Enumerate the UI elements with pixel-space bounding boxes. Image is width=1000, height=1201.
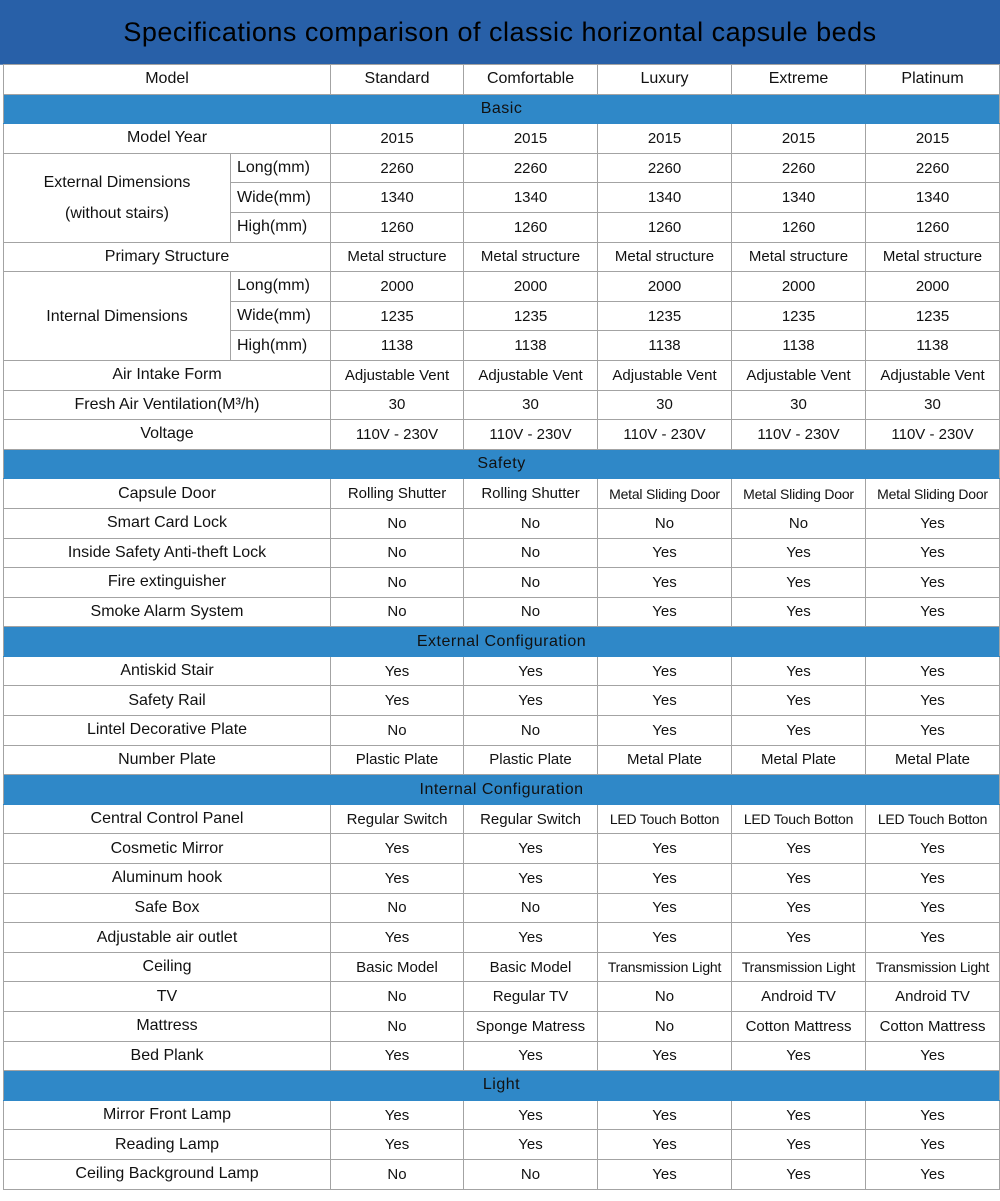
section-row: [4, 627, 1000, 657]
cell-standard: No: [331, 716, 464, 746]
section-row: [4, 94, 1000, 124]
cell-luxury: 110V - 230V: [598, 420, 732, 450]
row-label-number-plate: Number Plate: [4, 745, 331, 775]
cell-luxury: Yes: [598, 1130, 732, 1160]
table-row: [4, 390, 1000, 420]
cell-standard: Metal structure: [331, 242, 464, 272]
cell-standard: 1235: [331, 301, 464, 331]
cell-luxury: Yes: [598, 1100, 732, 1130]
cell-comfortable: No: [464, 568, 598, 598]
cell-standard: Rolling Shutter: [331, 479, 464, 509]
cell-comfortable: Yes: [464, 1041, 598, 1071]
cell-platinum: Yes: [866, 834, 1000, 864]
row-label-smart-card-lock: Smart Card Lock: [4, 508, 331, 538]
row-label-capsule-door: Capsule Door: [4, 479, 331, 509]
cell-extreme: 2015: [732, 124, 866, 154]
table-row: [4, 893, 1000, 923]
table-row: [4, 538, 1000, 568]
cell-extreme: Yes: [732, 1130, 866, 1160]
cell-luxury: Yes: [598, 864, 732, 894]
table-row: [4, 508, 1000, 538]
table-row: [4, 982, 1000, 1012]
cell-standard: 1260: [331, 212, 464, 242]
cell-luxury: 2260: [598, 153, 732, 183]
cell-platinum: 2260: [866, 153, 1000, 183]
page-title: Specifications comparison of classic horizontal capsule beds: [0, 0, 1000, 65]
cell-platinum: Cotton Mattress: [866, 1012, 1000, 1042]
cell-standard: 2000: [331, 272, 464, 302]
sub-label: Long(mm): [231, 272, 331, 302]
sub-label: Wide(mm): [231, 183, 331, 213]
cell-luxury: Yes: [598, 716, 732, 746]
cell-luxury: Yes: [598, 893, 732, 923]
cell-luxury: Transmission Light: [598, 952, 732, 982]
table-row: [4, 804, 1000, 834]
cell-standard: Adjustable Vent: [331, 360, 464, 390]
cell-extreme: Yes: [732, 893, 866, 923]
section-heading-basic: Basic: [4, 94, 1000, 124]
cell-standard: No: [331, 597, 464, 627]
row-label-air-intake-form: Air Intake Form: [4, 360, 331, 390]
cell-luxury: Metal Sliding Door: [598, 479, 732, 509]
cell-platinum: Yes: [866, 923, 1000, 953]
cell-extreme: Transmission Light: [732, 952, 866, 982]
cell-standard: Yes: [331, 1041, 464, 1071]
table-row: [4, 1041, 1000, 1071]
cell-platinum: 1235: [866, 301, 1000, 331]
cell-comfortable: Yes: [464, 686, 598, 716]
cell-comfortable: Rolling Shutter: [464, 479, 598, 509]
cell-comfortable: 30: [464, 390, 598, 420]
header-model-extreme: Extreme: [732, 65, 866, 95]
cell-luxury: Yes: [598, 656, 732, 686]
table-row: [4, 923, 1000, 953]
cell-luxury: LED Touch Botton: [598, 804, 732, 834]
row-label-fire-extinguisher: Fire extinguisher: [4, 568, 331, 598]
cell-luxury: 1340: [598, 183, 732, 213]
cell-luxury: Yes: [598, 1041, 732, 1071]
cell-comfortable: Sponge Matress: [464, 1012, 598, 1042]
cell-standard: 1138: [331, 331, 464, 361]
cell-extreme: LED Touch Botton: [732, 804, 866, 834]
cell-standard: 30: [331, 390, 464, 420]
cell-extreme: Yes: [732, 568, 866, 598]
cell-luxury: 1235: [598, 301, 732, 331]
cell-standard: No: [331, 568, 464, 598]
cell-comfortable: No: [464, 716, 598, 746]
table-row: [4, 360, 1000, 390]
table-row: [4, 479, 1000, 509]
cell-luxury: 1260: [598, 212, 732, 242]
table-row: [4, 272, 1000, 302]
cell-extreme: Yes: [732, 597, 866, 627]
cell-extreme: Metal Sliding Door: [732, 479, 866, 509]
cell-luxury: Yes: [598, 538, 732, 568]
cell-extreme: 1138: [732, 331, 866, 361]
group-label-external-dimensions-without-stairs: [4, 153, 231, 242]
cell-luxury: No: [598, 508, 732, 538]
cell-standard: Yes: [331, 834, 464, 864]
cell-comfortable: Yes: [464, 656, 598, 686]
table-row: [4, 597, 1000, 627]
cell-platinum: Metal Sliding Door: [866, 479, 1000, 509]
cell-comfortable: Metal structure: [464, 242, 598, 272]
group-label-line: Internal Dimensions: [46, 307, 188, 325]
cell-platinum: 1260: [866, 212, 1000, 242]
group-label-line: (without stairs): [64, 204, 170, 222]
cell-standard: No: [331, 893, 464, 923]
cell-platinum: Transmission Light: [866, 952, 1000, 982]
table-row: [4, 716, 1000, 746]
cell-luxury: Yes: [598, 1159, 732, 1189]
cell-extreme: 1235: [732, 301, 866, 331]
cell-luxury: Yes: [598, 923, 732, 953]
cell-extreme: 2000: [732, 272, 866, 302]
cell-luxury: Metal structure: [598, 242, 732, 272]
cell-standard: Plastic Plate: [331, 745, 464, 775]
cell-extreme: Yes: [732, 864, 866, 894]
table-row: [4, 242, 1000, 272]
cell-platinum: Adjustable Vent: [866, 360, 1000, 390]
row-label-fresh-air-ventilation-m-h: Fresh Air Ventilation(M³/h): [4, 390, 331, 420]
group-label-line: External Dimensions: [43, 173, 191, 191]
cell-luxury: No: [598, 982, 732, 1012]
row-label-voltage: Voltage: [4, 420, 331, 450]
row-label-central-control-panel: Central Control Panel: [4, 804, 331, 834]
cell-comfortable: 2260: [464, 153, 598, 183]
sub-label: High(mm): [231, 331, 331, 361]
cell-platinum: 30: [866, 390, 1000, 420]
header-model-comfortable: Comfortable: [464, 65, 598, 95]
section-row: [4, 449, 1000, 479]
cell-extreme: Adjustable Vent: [732, 360, 866, 390]
cell-platinum: Yes: [866, 568, 1000, 598]
cell-comfortable: No: [464, 508, 598, 538]
cell-standard: 2260: [331, 153, 464, 183]
cell-platinum: 2000: [866, 272, 1000, 302]
cell-platinum: Yes: [866, 864, 1000, 894]
cell-standard: Basic Model: [331, 952, 464, 982]
cell-standard: 2015: [331, 124, 464, 154]
row-label-cosmetic-mirror: Cosmetic Mirror: [4, 834, 331, 864]
cell-comfortable: No: [464, 538, 598, 568]
cell-luxury: Yes: [598, 568, 732, 598]
cell-platinum: Android TV: [866, 982, 1000, 1012]
cell-comfortable: No: [464, 1159, 598, 1189]
table-row: [4, 686, 1000, 716]
row-label-smoke-alarm-system: Smoke Alarm System: [4, 597, 331, 627]
cell-comfortable: 2015: [464, 124, 598, 154]
cell-comfortable: Yes: [464, 923, 598, 953]
section-row: [4, 775, 1000, 805]
cell-comfortable: 2000: [464, 272, 598, 302]
sub-label: Wide(mm): [231, 301, 331, 331]
cell-platinum: Yes: [866, 597, 1000, 627]
cell-comfortable: Adjustable Vent: [464, 360, 598, 390]
cell-extreme: Yes: [732, 716, 866, 746]
cell-platinum: 2015: [866, 124, 1000, 154]
row-label-reading-lamp: Reading Lamp: [4, 1130, 331, 1160]
cell-luxury: 1138: [598, 331, 732, 361]
cell-standard: Yes: [331, 864, 464, 894]
cell-platinum: 1138: [866, 331, 1000, 361]
row-label-inside-safety-anti-theft-lock: Inside Safety Anti-theft Lock: [4, 538, 331, 568]
cell-comfortable: 1260: [464, 212, 598, 242]
cell-comfortable: 1340: [464, 183, 598, 213]
cell-luxury: No: [598, 1012, 732, 1042]
cell-extreme: 1260: [732, 212, 866, 242]
cell-extreme: Yes: [732, 1159, 866, 1189]
cell-extreme: 1340: [732, 183, 866, 213]
cell-extreme: Yes: [732, 1100, 866, 1130]
cell-luxury: 2000: [598, 272, 732, 302]
row-label-primary-structure: Primary Structure: [4, 242, 331, 272]
section-heading-light: Light: [4, 1071, 1000, 1101]
header-model-label: Model: [4, 65, 331, 95]
cell-comfortable: Yes: [464, 1130, 598, 1160]
row-label-bed-plank: Bed Plank: [4, 1041, 331, 1071]
row-label-aluminum-hook: Aluminum hook: [4, 864, 331, 894]
cell-standard: 110V - 230V: [331, 420, 464, 450]
table-row: [4, 124, 1000, 154]
table-row: [4, 864, 1000, 894]
cell-platinum: Yes: [866, 1159, 1000, 1189]
cell-standard: Regular Switch: [331, 804, 464, 834]
section-heading-internal-configuration: Internal Configuration: [4, 775, 1000, 805]
cell-extreme: 2260: [732, 153, 866, 183]
row-label-ceiling-background-lamp: Ceiling Background Lamp: [4, 1159, 331, 1189]
cell-comfortable: 1235: [464, 301, 598, 331]
cell-standard: No: [331, 982, 464, 1012]
cell-extreme: Cotton Mattress: [732, 1012, 866, 1042]
cell-comfortable: 110V - 230V: [464, 420, 598, 450]
table-row: [4, 834, 1000, 864]
cell-extreme: Yes: [732, 923, 866, 953]
cell-platinum: 1340: [866, 183, 1000, 213]
row-label-mattress: Mattress: [4, 1012, 331, 1042]
cell-standard: 1340: [331, 183, 464, 213]
cell-luxury: Metal Plate: [598, 745, 732, 775]
cell-comfortable: 1138: [464, 331, 598, 361]
cell-comfortable: Plastic Plate: [464, 745, 598, 775]
row-label-model-year: Model Year: [4, 124, 331, 154]
section-heading-external-configuration: External Configuration: [4, 627, 1000, 657]
cell-platinum: 110V - 230V: [866, 420, 1000, 450]
cell-platinum: Metal structure: [866, 242, 1000, 272]
section-heading-safety: Safety: [4, 449, 1000, 479]
row-label-adjustable-air-outlet: Adjustable air outlet: [4, 923, 331, 953]
header-row: [4, 65, 1000, 95]
table-row: [4, 1159, 1000, 1189]
cell-comfortable: No: [464, 893, 598, 923]
cell-extreme: Metal structure: [732, 242, 866, 272]
cell-comfortable: Yes: [464, 834, 598, 864]
table-row: [4, 420, 1000, 450]
section-row: [4, 1071, 1000, 1101]
cell-extreme: 110V - 230V: [732, 420, 866, 450]
cell-comfortable: Basic Model: [464, 952, 598, 982]
table-row: [4, 153, 1000, 183]
cell-luxury: Yes: [598, 686, 732, 716]
cell-platinum: Yes: [866, 716, 1000, 746]
spec-comparison-table: [3, 64, 1000, 1190]
header-model-platinum: Platinum: [866, 65, 1000, 95]
cell-extreme: Metal Plate: [732, 745, 866, 775]
cell-standard: No: [331, 1012, 464, 1042]
table-row: [4, 1012, 1000, 1042]
row-label-safe-box: Safe Box: [4, 893, 331, 923]
cell-platinum: Metal Plate: [866, 745, 1000, 775]
cell-luxury: Adjustable Vent: [598, 360, 732, 390]
cell-platinum: Yes: [866, 538, 1000, 568]
cell-extreme: Yes: [732, 686, 866, 716]
header-model-standard: Standard: [331, 65, 464, 95]
cell-standard: No: [331, 1159, 464, 1189]
row-label-tv: TV: [4, 982, 331, 1012]
sub-label: Long(mm): [231, 153, 331, 183]
cell-platinum: Yes: [866, 1100, 1000, 1130]
row-label-lintel-decorative-plate: Lintel Decorative Plate: [4, 716, 331, 746]
cell-extreme: Yes: [732, 834, 866, 864]
cell-standard: No: [331, 538, 464, 568]
cell-standard: Yes: [331, 1130, 464, 1160]
cell-extreme: Yes: [732, 1041, 866, 1071]
sub-label: High(mm): [231, 212, 331, 242]
cell-platinum: Yes: [866, 893, 1000, 923]
cell-luxury: 30: [598, 390, 732, 420]
table-row: [4, 568, 1000, 598]
cell-extreme: Yes: [732, 656, 866, 686]
cell-platinum: Yes: [866, 1130, 1000, 1160]
cell-platinum: Yes: [866, 1041, 1000, 1071]
cell-extreme: 30: [732, 390, 866, 420]
table-row: [4, 1100, 1000, 1130]
cell-standard: Yes: [331, 923, 464, 953]
cell-platinum: Yes: [866, 686, 1000, 716]
cell-luxury: 2015: [598, 124, 732, 154]
cell-standard: No: [331, 508, 464, 538]
table-row: [4, 745, 1000, 775]
cell-luxury: Yes: [598, 597, 732, 627]
cell-standard: Yes: [331, 656, 464, 686]
cell-platinum: Yes: [866, 508, 1000, 538]
group-label-internal-dimensions: [4, 272, 231, 361]
cell-standard: Yes: [331, 1100, 464, 1130]
table-row: [4, 952, 1000, 982]
header-model-luxury: Luxury: [598, 65, 732, 95]
table-row: [4, 656, 1000, 686]
cell-extreme: Android TV: [732, 982, 866, 1012]
cell-comfortable: No: [464, 597, 598, 627]
row-label-safety-rail: Safety Rail: [4, 686, 331, 716]
cell-platinum: LED Touch Botton: [866, 804, 1000, 834]
table-row: [4, 1130, 1000, 1160]
cell-standard: Yes: [331, 686, 464, 716]
cell-extreme: Yes: [732, 538, 866, 568]
cell-comfortable: Regular TV: [464, 982, 598, 1012]
cell-comfortable: Regular Switch: [464, 804, 598, 834]
cell-comfortable: Yes: [464, 864, 598, 894]
row-label-mirror-front-lamp: Mirror Front Lamp: [4, 1100, 331, 1130]
row-label-ceiling: Ceiling: [4, 952, 331, 982]
cell-extreme: No: [732, 508, 866, 538]
row-label-antiskid-stair: Antiskid Stair: [4, 656, 331, 686]
cell-comfortable: Yes: [464, 1100, 598, 1130]
cell-luxury: Yes: [598, 834, 732, 864]
cell-platinum: Yes: [866, 656, 1000, 686]
